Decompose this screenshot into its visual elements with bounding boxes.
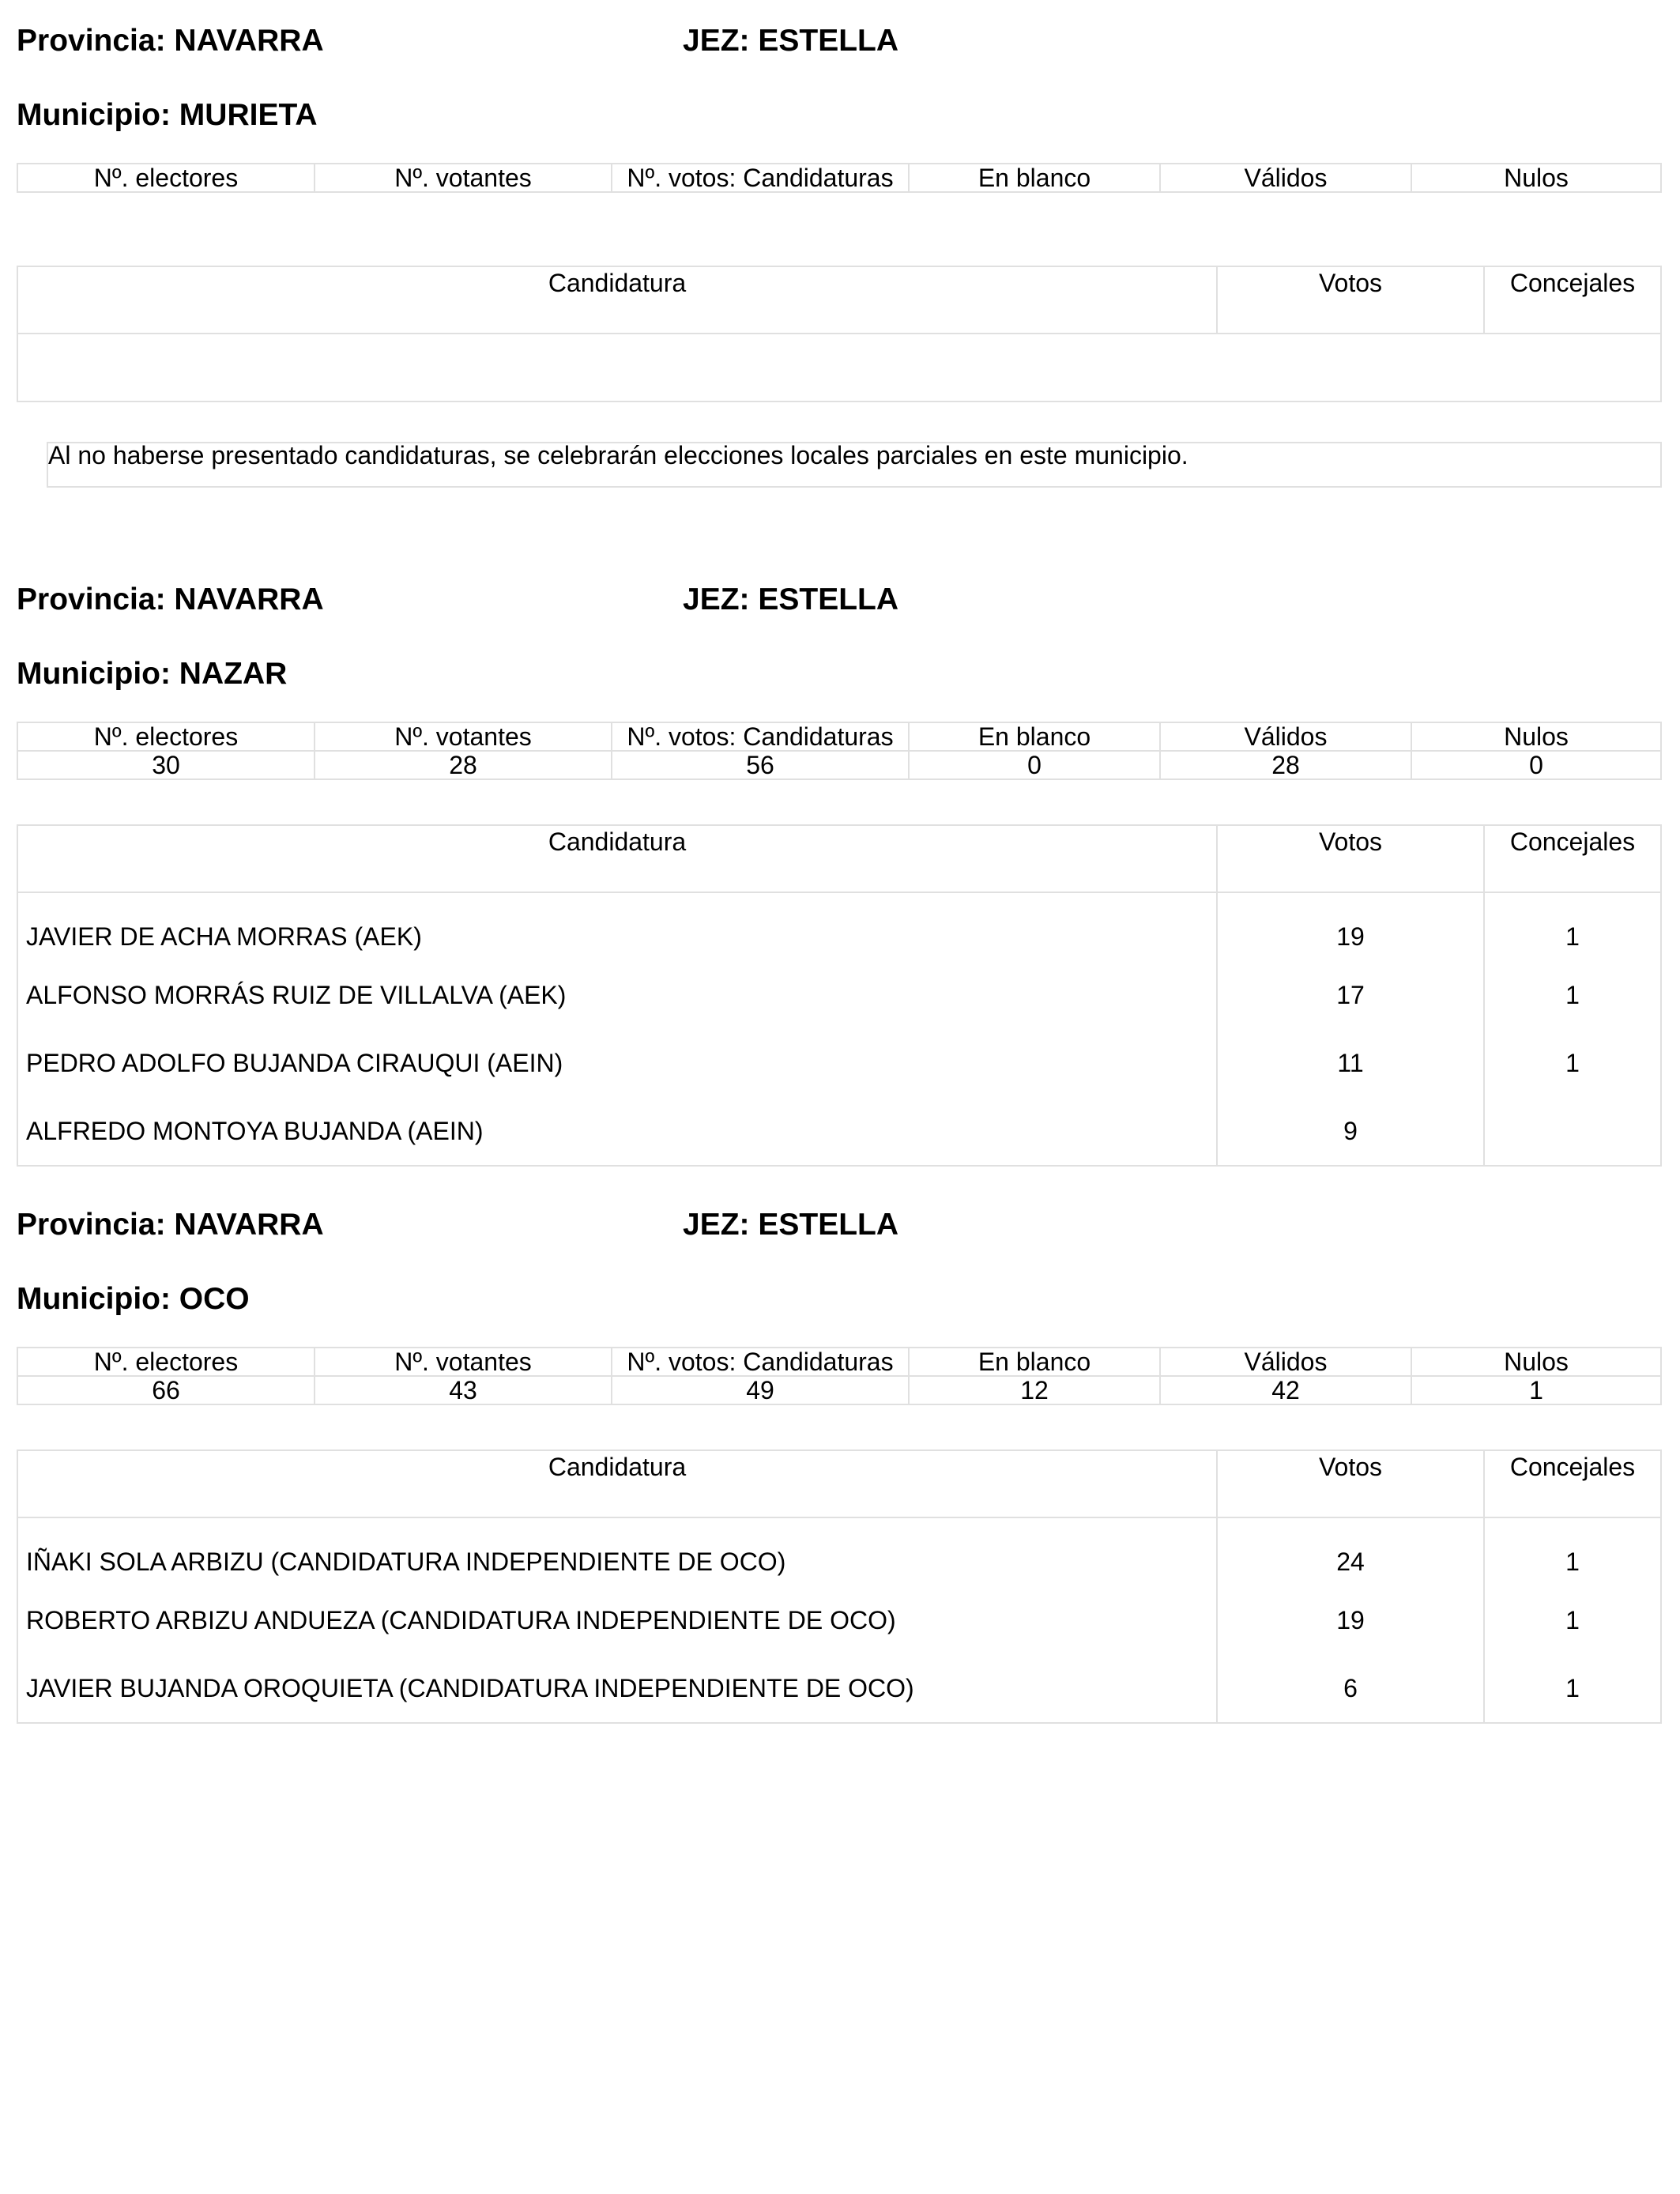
candidate-concejales: 1 bbox=[1484, 892, 1661, 961]
candidate-row bbox=[17, 1654, 1661, 1723]
stats-votos-candidaturas: 56 bbox=[612, 751, 909, 779]
stats-header-validos: Válidos bbox=[1160, 1348, 1411, 1376]
stats-header-electores: Nº. electores bbox=[17, 722, 315, 751]
candidate-concejales: 1 bbox=[1484, 961, 1661, 1029]
stats-header-row bbox=[17, 1348, 1661, 1376]
candidates-table bbox=[17, 266, 1662, 402]
stats-votos-candidaturas: 49 bbox=[612, 1376, 909, 1404]
candidate-row bbox=[17, 961, 1661, 1029]
candidate-row bbox=[17, 1029, 1661, 1097]
jez-heading: JEZ: ESTELLA bbox=[683, 24, 899, 58]
stats-votantes: 28 bbox=[315, 751, 612, 779]
stats-table bbox=[17, 722, 1662, 780]
candidate-concejales: 1 bbox=[1484, 1654, 1661, 1723]
candidate-votos: 19 bbox=[1217, 1586, 1484, 1654]
col-header-votos: Votos bbox=[1217, 825, 1484, 892]
stats-table bbox=[17, 163, 1662, 193]
provincia-heading: Provincia: NAVARRA bbox=[17, 1208, 324, 1242]
candidate-votos: 19 bbox=[1217, 892, 1484, 961]
provincia-heading: Provincia: NAVARRA bbox=[17, 24, 324, 58]
stats-values-row bbox=[17, 1376, 1661, 1404]
col-header-votos: Votos bbox=[1217, 1450, 1484, 1517]
stats-validos: 42 bbox=[1160, 1376, 1411, 1404]
stats-header-electores: Nº. electores bbox=[17, 1348, 315, 1376]
stats-en-blanco: 0 bbox=[909, 751, 1160, 779]
stats-header-votos-candidaturas: Nº. votos: Candidaturas bbox=[612, 1348, 909, 1376]
candidates-header-row bbox=[17, 266, 1661, 334]
candidate-name: ALFONSO MORRÁS RUIZ DE VILLALVA (AEK) bbox=[17, 961, 1217, 1029]
municipio-heading: Municipio: NAZAR bbox=[17, 657, 288, 691]
stats-header-votos-candidaturas: Nº. votos: Candidaturas bbox=[612, 722, 909, 751]
stats-header-electores: Nº. electores bbox=[17, 164, 315, 192]
stats-header-en-blanco: En blanco bbox=[909, 1348, 1160, 1376]
stats-header-row bbox=[17, 164, 1661, 192]
col-header-candidatura: Candidatura bbox=[17, 825, 1217, 892]
stats-en-blanco: 12 bbox=[909, 1376, 1160, 1404]
candidate-row bbox=[17, 892, 1661, 961]
stats-electores: 30 bbox=[17, 751, 315, 779]
col-header-concejales: Concejales bbox=[1484, 266, 1661, 334]
candidate-concejales: 1 bbox=[1484, 1586, 1661, 1654]
candidate-concejales: 1 bbox=[1484, 1517, 1661, 1586]
stats-header-nulos: Nulos bbox=[1411, 1348, 1661, 1376]
stats-header-votantes: Nº. votantes bbox=[315, 164, 612, 192]
stats-header-votantes: Nº. votantes bbox=[315, 722, 612, 751]
candidates-table bbox=[17, 824, 1662, 1167]
candidate-row bbox=[17, 1586, 1661, 1654]
jez-heading: JEZ: ESTELLA bbox=[683, 582, 899, 616]
candidate-concejales: 1 bbox=[1484, 1029, 1661, 1097]
col-header-candidatura: Candidatura bbox=[17, 1450, 1217, 1517]
candidate-name: ALFREDO MONTOYA BUJANDA (AEIN) bbox=[17, 1097, 1217, 1166]
candidate-name: JAVIER BUJANDA OROQUIETA (CANDIDATURA INDEPENDIENTE DE OCO) bbox=[17, 1654, 1217, 1723]
candidate-row bbox=[17, 1097, 1661, 1166]
candidate-votos: 24 bbox=[1217, 1517, 1484, 1586]
stats-nulos: 0 bbox=[1411, 751, 1661, 779]
stats-header-validos: Válidos bbox=[1160, 164, 1411, 192]
candidate-votos: 6 bbox=[1217, 1654, 1484, 1723]
stats-header-validos: Válidos bbox=[1160, 722, 1411, 751]
candidate-votos: 9 bbox=[1217, 1097, 1484, 1166]
col-header-votos: Votos bbox=[1217, 266, 1484, 334]
stats-header-en-blanco: En blanco bbox=[909, 164, 1160, 192]
candidate-name: IÑAKI SOLA ARBIZU (CANDIDATURA INDEPENDIENTE DE OCO) bbox=[17, 1517, 1217, 1586]
candidates-empty-row bbox=[17, 334, 1661, 401]
stats-electores: 66 bbox=[17, 1376, 315, 1404]
candidate-name: JAVIER DE ACHA MORRAS (AEK) bbox=[17, 892, 1217, 961]
stats-header-row bbox=[17, 722, 1661, 751]
stats-votantes: 43 bbox=[315, 1376, 612, 1404]
candidates-header-row bbox=[17, 825, 1661, 892]
candidate-votos: 17 bbox=[1217, 961, 1484, 1029]
provincia-heading: Provincia: NAVARRA bbox=[17, 582, 324, 616]
stats-validos: 28 bbox=[1160, 751, 1411, 779]
candidate-concejales bbox=[1484, 1097, 1661, 1166]
stats-nulos: 1 bbox=[1411, 1376, 1661, 1404]
stats-values-row bbox=[17, 751, 1661, 779]
candidate-name: PEDRO ADOLFO BUJANDA CIRAUQUI (AEIN) bbox=[17, 1029, 1217, 1097]
jez-heading: JEZ: ESTELLA bbox=[683, 1208, 899, 1242]
candidate-votos: 11 bbox=[1217, 1029, 1484, 1097]
stats-header-votantes: Nº. votantes bbox=[315, 1348, 612, 1376]
col-header-concejales: Concejales bbox=[1484, 1450, 1661, 1517]
empty-cell bbox=[17, 334, 1661, 401]
candidate-row bbox=[17, 1517, 1661, 1586]
candidates-table bbox=[17, 1449, 1662, 1724]
stats-header-nulos: Nulos bbox=[1411, 722, 1661, 751]
municipio-heading: Municipio: MURIETA bbox=[17, 98, 318, 132]
col-header-concejales: Concejales bbox=[1484, 825, 1661, 892]
candidate-name: ROBERTO ARBIZU ANDUEZA (CANDIDATURA INDEPENDIENTE DE OCO) bbox=[17, 1586, 1217, 1654]
no-candidacies-note: Al no haberse presentado candidaturas, se celebrarán elecciones locales parciales en este municipio. bbox=[47, 442, 1662, 488]
municipio-heading: Municipio: OCO bbox=[17, 1282, 250, 1316]
stats-table bbox=[17, 1347, 1662, 1405]
candidates-header-row bbox=[17, 1450, 1661, 1517]
stats-header-votos-candidaturas: Nº. votos: Candidaturas bbox=[612, 164, 909, 192]
stats-header-nulos: Nulos bbox=[1411, 164, 1661, 192]
stats-header-en-blanco: En blanco bbox=[909, 722, 1160, 751]
col-header-candidatura: Candidatura bbox=[17, 266, 1217, 334]
